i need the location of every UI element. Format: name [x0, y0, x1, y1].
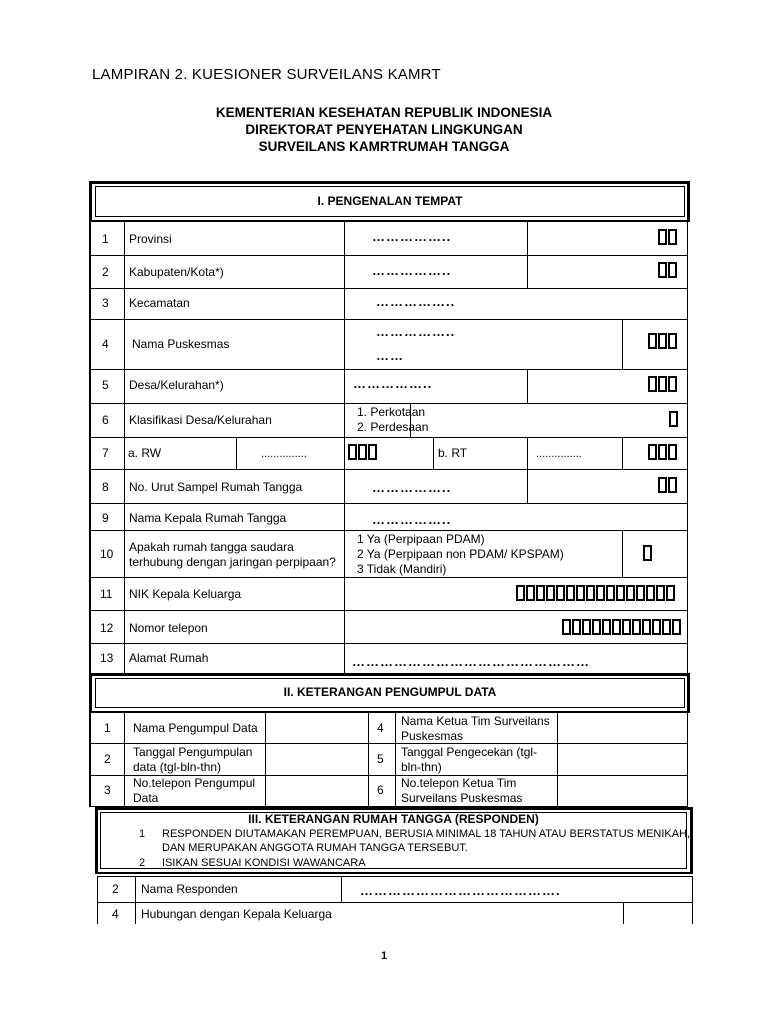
province-input[interactable]: …………….. [372, 229, 452, 244]
code-box[interactable] [572, 619, 581, 635]
row-number: 1 [104, 721, 111, 735]
code-box[interactable] [652, 619, 661, 635]
code-box[interactable] [612, 619, 621, 635]
health-center-input-cont[interactable]: …… [376, 348, 404, 363]
rt-code-boxes[interactable] [648, 444, 677, 460]
code-box[interactable] [648, 376, 657, 392]
code-box[interactable] [668, 477, 677, 493]
code-box[interactable] [592, 619, 601, 635]
regency-input[interactable]: …………….. [372, 263, 452, 278]
code-box[interactable] [672, 619, 681, 635]
code-box[interactable] [668, 262, 677, 278]
row-number: 2 [102, 265, 109, 279]
row-number: 6 [377, 783, 384, 797]
field-label-village: Desa/Kelurahan*) [129, 378, 224, 392]
rt-input[interactable]: ............... [536, 448, 582, 460]
code-box[interactable] [636, 585, 645, 601]
code-box[interactable] [586, 585, 595, 601]
code-box[interactable] [658, 376, 667, 392]
code-box[interactable] [668, 229, 677, 245]
header-directorate: DIREKTORAT PENYEHATAN LINGKUNGAN [245, 122, 523, 137]
field-label-collector-phone: No.telepon Pengumpul [133, 776, 256, 790]
field-label-relationship: Hubungan dengan Kepala Keluarga [141, 907, 332, 921]
code-box[interactable] [669, 411, 678, 427]
field-label-piped-question: Apakah rumah tangga saudara [129, 540, 294, 554]
row-number: 6 [102, 413, 109, 427]
option-pdam[interactable]: 1 Ya (Perpipaan PDAM) [357, 532, 485, 546]
field-label-village-classification: Klasifikasi Desa/Kelurahan [129, 413, 272, 427]
code-box[interactable] [668, 333, 677, 349]
rw-input[interactable]: ............... [261, 448, 307, 460]
code-box[interactable] [668, 376, 677, 392]
village-code-boxes[interactable] [648, 376, 677, 392]
code-box[interactable] [536, 585, 545, 601]
code-box[interactable] [596, 585, 605, 601]
code-box[interactable] [648, 333, 657, 349]
row-number: 3 [104, 783, 111, 797]
field-label-district: Kecamatan [129, 296, 190, 310]
field-label-household-head: Nama Kepala Rumah Tangga [129, 511, 287, 525]
code-box[interactable] [643, 545, 652, 561]
code-box[interactable] [658, 333, 667, 349]
section-1-title: I. PENGENALAN TEMPAT [317, 194, 463, 208]
field-label-sample-number: No. Urut Sampel Rumah Tangga [129, 480, 303, 494]
village-classification-box[interactable] [669, 411, 678, 427]
note-number: 2 [139, 857, 146, 869]
code-box[interactable] [626, 585, 635, 601]
code-box[interactable] [606, 585, 615, 601]
code-box[interactable] [546, 585, 555, 601]
code-box[interactable] [648, 444, 657, 460]
row-number: 5 [102, 378, 109, 392]
code-box[interactable] [358, 444, 367, 460]
health-center-input[interactable]: …………….. [376, 324, 456, 339]
row-number: 12 [100, 621, 114, 635]
code-box[interactable] [642, 619, 651, 635]
code-box[interactable] [662, 619, 671, 635]
code-box[interactable] [368, 444, 377, 460]
row-number: 9 [102, 511, 109, 525]
field-label-collector-phone-cont: Data [133, 791, 159, 805]
field-label-check-date: Tanggal Pengecekan (tgl- [401, 745, 538, 759]
note-respondent-criteria-cont: DAN MERUPAKAN ANGGOTA RUMAH TANGGA TERSEBUT. [162, 842, 468, 854]
code-box[interactable] [616, 585, 625, 601]
code-box[interactable] [668, 444, 677, 460]
row-number: 8 [102, 480, 109, 494]
code-box[interactable] [658, 262, 667, 278]
field-label-address: Alamat Rumah [129, 651, 209, 665]
code-box[interactable] [666, 585, 675, 601]
code-box[interactable] [582, 619, 591, 635]
field-label-collection-date-cont: data (tgl-bln-thn) [133, 760, 222, 774]
field-label-rt: b. RT [438, 446, 468, 460]
header-ministry: KEMENTERIAN KESEHATAN REPUBLIK INDONESIA [215, 105, 553, 120]
row-number: 4 [102, 337, 109, 351]
note-respondent-criteria: RESPONDEN DIUTAMAKAN PEREMPUAN, BERUSIA MINIMAL 18 TAHUN ATAU BERSTATUS MENIKAH, [162, 828, 691, 840]
village-input[interactable]: …………….. [353, 376, 433, 391]
address-input[interactable]: …………………………………………… [352, 654, 590, 669]
field-label-collector-name: Nama Pengumpul Data [133, 721, 258, 735]
field-label-health-center: Nama Puskesmas [132, 337, 230, 351]
row-number: 13 [100, 651, 114, 665]
option-non-pdam[interactable]: 2 Ya (Perpipaan non PDAM/ KPSPAM) [357, 547, 564, 561]
piped-answer-box[interactable] [643, 545, 652, 561]
regency-code-boxes[interactable] [658, 262, 677, 278]
section-3-title: III. KETERANGAN RUMAH TANGGA (RESPONDEN) [248, 812, 539, 826]
document-title: LAMPIRAN 2. KUESIONER SURVEILANS KAMRT [92, 66, 441, 83]
row-number: 2 [104, 752, 111, 766]
row-number: 10 [100, 547, 114, 561]
nik-boxes[interactable] [516, 585, 675, 601]
field-label-regency: Kabupaten/Kota*) [129, 265, 224, 279]
rw-code-boxes[interactable] [348, 444, 377, 460]
field-label-nik: NIK Kepala Keluarga [129, 587, 242, 601]
code-box[interactable] [516, 585, 525, 601]
phone-boxes[interactable] [562, 619, 681, 635]
code-box[interactable] [658, 477, 667, 493]
code-box[interactable] [658, 229, 667, 245]
field-label-team-leader-cont: Puskesmas [401, 729, 464, 743]
code-box[interactable] [646, 585, 655, 601]
field-label-leader-phone-cont: Surveilans Puskesmas [401, 791, 523, 805]
code-box[interactable] [622, 619, 631, 635]
field-label-collection-date: Tanggal Pengumpulan [133, 745, 253, 759]
option-rural[interactable]: 2. Perdesaan [357, 420, 429, 434]
code-box[interactable] [656, 585, 665, 601]
page-number: 1 [380, 950, 388, 962]
code-box[interactable] [562, 619, 571, 635]
field-label-rw: a. RW [128, 446, 162, 460]
code-box[interactable] [632, 619, 641, 635]
row-number: 5 [377, 752, 384, 766]
code-box[interactable] [576, 585, 585, 601]
row-number: 3 [102, 296, 109, 310]
note-interview-condition: ISIKAN SESUAI KONDISI WAWANCARA [162, 857, 366, 869]
sample-number-input[interactable]: …………….. [372, 480, 452, 495]
row-number: 1 [102, 232, 109, 246]
field-label-team-leader: Nama Ketua Tim Surveilans [401, 714, 550, 728]
section-2-title: II. KETERANGAN PENGUMPUL DATA [283, 685, 497, 699]
field-label-province: Provinsi [129, 232, 172, 246]
code-box[interactable] [658, 444, 667, 460]
row-number: 7 [102, 446, 109, 460]
field-label-phone: Nomor telepon [129, 621, 208, 635]
code-box[interactable] [556, 585, 565, 601]
row-number: 4 [377, 721, 384, 735]
field-label-leader-phone: No.telepon Ketua Tim [401, 776, 517, 790]
field-label-check-date-cont: bln-thn) [401, 760, 442, 774]
row-number: 4 [112, 907, 119, 921]
health-center-code-boxes[interactable] [648, 333, 677, 349]
field-label-piped-question-cont: terhubung dengan jaringan perpipaan? [129, 555, 336, 569]
code-box[interactable] [348, 444, 357, 460]
note-number: 1 [139, 828, 146, 840]
code-box[interactable] [566, 585, 575, 601]
sample-number-boxes[interactable] [658, 477, 677, 493]
option-urban[interactable]: 1. Perkotaan [357, 405, 426, 419]
code-box[interactable] [526, 585, 535, 601]
code-box[interactable] [602, 619, 611, 635]
row-number: 11 [100, 587, 113, 601]
field-label-respondent-name: Nama Responden [141, 882, 238, 896]
household-head-input[interactable]: …………….. [372, 512, 452, 527]
province-code-boxes[interactable] [658, 229, 677, 245]
district-input[interactable]: …………….. [376, 294, 456, 309]
row-number: 2 [112, 882, 119, 896]
option-independent[interactable]: 3 Tidak (Mandiri) [357, 562, 447, 576]
header-survey: SURVEILANS KAMRTRUMAH TANGGA [258, 139, 510, 154]
respondent-name-input[interactable]: ……………………………………. [360, 883, 561, 898]
